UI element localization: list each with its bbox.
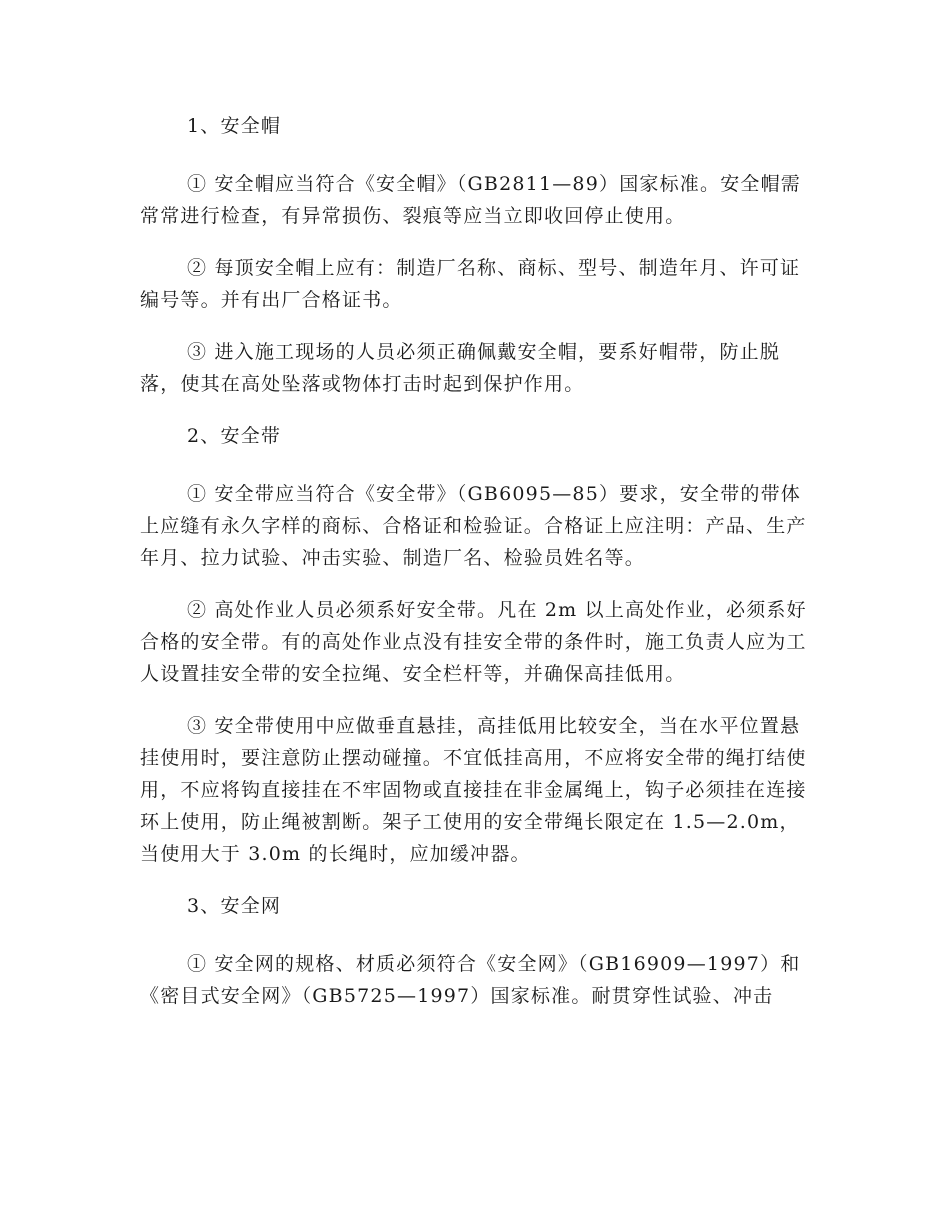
section-safety-helmet bbox=[140, 110, 815, 400]
section-heading: 2、安全带 bbox=[187, 425, 282, 447]
paragraph: ① 安全帽应当符合《安全帽》（GB2811—89）国家标准。安全帽需常常进行检查，有异常损伤、裂痕等应当立即收回停止使用。 bbox=[140, 173, 802, 227]
section-safety-belt bbox=[140, 420, 815, 870]
document-body bbox=[140, 110, 815, 1032]
paragraph: ① 安全网的规格、材质必须符合《安全网》（GB16909—1997）和《密目式安全网》（GB5725—1997）国家标准。耐贯穿性试验、冲击 bbox=[140, 953, 801, 1007]
paragraph: ② 高处作业人员必须系好安全带。凡在 2m 以上高处作业，必须系好合格的安全带。有的高处作业点没有挂安全带的条件时，施工负责人应为工人设置挂安全带的安全拉绳、安全栏杆等，并确保高挂低用。 bbox=[140, 599, 807, 685]
section-heading: 3、安全网 bbox=[187, 895, 282, 917]
section-heading: 1、安全帽 bbox=[187, 115, 282, 137]
paragraph: ③ 进入施工现场的人员必须正确佩戴安全帽，要系好帽带，防止脱落，使其在高处坠落或物体打击时起到保护作用。 bbox=[140, 341, 781, 395]
section-safety-net bbox=[140, 890, 815, 1012]
paragraph: ② 每顶安全帽上应有：制造厂名称、商标、型号、制造年月、许可证编号等。并有出厂合格证书。 bbox=[140, 257, 801, 311]
paragraph: ③ 安全带使用中应做垂直悬挂，高挂低用比较安全，当在水平位置悬挂使用时，要注意防止摆动碰撞。不宜低挂高用，不应将安全带的绳打结使用，不应将钩直接挂在不牢固物或直接挂在非金属绳上，钩子必须挂在连接环上使用，防止绳被割断。架子工使用的安全带绳长限定在 1.5—2.0m，当使用大于 3.0m 的长绳时，应加缓冲器。 bbox=[140, 715, 807, 865]
paragraph: ① 安全带应当符合《安全带》（GB6095—85）要求，安全带的带体上应缝有永久字样的商标、合格证和检验证。合格证上应注明：产品、生产年月、拉力试验、冲击实验、制造厂名、检验员姓名等。 bbox=[140, 483, 807, 569]
